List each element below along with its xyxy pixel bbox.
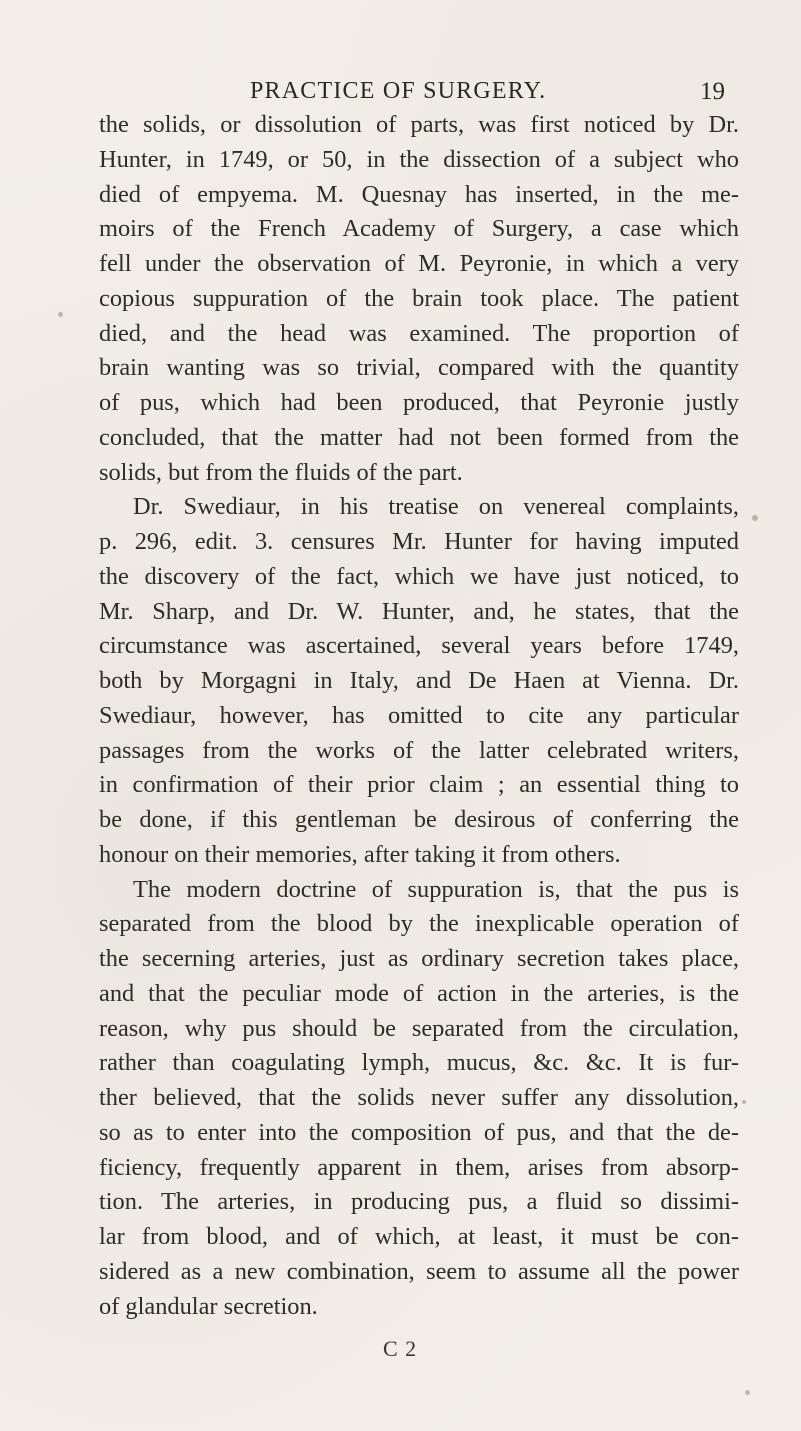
text-line: be done, if this gentleman be desirous of conferring the bbox=[99, 806, 739, 833]
text-line: died, and the head was examined. The proportion of bbox=[99, 319, 739, 347]
text-line: so as to enter into the composition of pus, and that the de- bbox=[99, 1118, 739, 1146]
text-line: moirs of the French Academy of Surgery, a case which bbox=[99, 215, 739, 243]
paper-speck bbox=[745, 1390, 750, 1395]
text-line: reason, why pus should be separated from the circulation, bbox=[99, 1014, 739, 1042]
text-line: passages from the works of the latter celebrated writers, bbox=[99, 736, 739, 764]
text-line: of pus, which had been produced, that Peyronie justly bbox=[99, 389, 739, 416]
text-line: solids, but from the fluids of the part. bbox=[99, 458, 463, 486]
text-line: in confirmation of their prior claim ; an essential thing to bbox=[99, 771, 739, 799]
text-line: Hunter, in 1749, or 50, in the dissection of a subject who bbox=[99, 145, 739, 173]
text-line: tion. The arteries, in producing pus, a fluid so dissimi- bbox=[99, 1188, 739, 1216]
text-line: separated from the blood by the inexplicable operation of bbox=[99, 910, 739, 938]
text-line: concluded, that the matter had not been formed from the bbox=[99, 423, 739, 451]
text-line: ficiency, frequently apparent in them, arises from absorp- bbox=[99, 1153, 739, 1181]
text-line: fell under the observation of M. Peyronie, in which a very bbox=[99, 250, 739, 277]
paper-speck bbox=[58, 312, 63, 317]
text-line: and that the peculiar mode of action in the arteries, is the bbox=[99, 979, 739, 1007]
text-line: honour on their memories, after taking it from others. bbox=[99, 840, 621, 868]
page-number: 19 bbox=[700, 78, 725, 105]
signature-mark: C 2 bbox=[383, 1336, 418, 1361]
text-line: copious suppuration of the brain took place. The patient bbox=[99, 284, 739, 312]
text-line: Swediaur, however, has omitted to cite any particular bbox=[99, 701, 739, 729]
text-line: sidered as a new combination, seem to assume all the power bbox=[99, 1257, 739, 1285]
text-line: circumstance was ascertained, several years before 1749, bbox=[99, 632, 739, 660]
text-line: p. 296, edit. 3. censures Mr. Hunter for having imputed bbox=[99, 528, 739, 555]
text-line: both by Morgagni in Italy, and De Haen at Vienna. Dr. bbox=[99, 667, 739, 694]
paper-speck bbox=[742, 1100, 746, 1104]
text-line: brain wanting was so trivial, compared with the quantity bbox=[99, 354, 739, 382]
running-title: PRACTICE OF SURGERY. bbox=[250, 78, 547, 104]
text-line: died of empyema. M. Quesnay has inserted, in the me- bbox=[99, 180, 739, 208]
body-text bbox=[99, 108, 739, 1324]
text-line: of glandular secretion. bbox=[99, 1292, 318, 1320]
paper-speck bbox=[752, 515, 758, 521]
text-line: the secerning arteries, just as ordinary secretion takes place, bbox=[99, 945, 739, 972]
text-line: Dr. Swediaur, in his treatise on venereal complaints, bbox=[133, 493, 739, 521]
text-line: ther believed, that the solids never suffer any dissolution, bbox=[99, 1084, 739, 1111]
text-line: rather than coagulating lymph, mucus, &c. &c. It is fur- bbox=[99, 1049, 739, 1077]
text-line: the solids, or dissolution of parts, was first noticed by Dr. bbox=[99, 111, 739, 138]
text-line: the discovery of the fact, which we have just noticed, to bbox=[99, 562, 739, 590]
text-line: lar from blood, and of which, at least, it must be con- bbox=[99, 1223, 739, 1250]
text-line: Mr. Sharp, and Dr. W. Hunter, and, he states, that the bbox=[99, 597, 739, 625]
text-line: The modern doctrine of suppuration is, that the pus is bbox=[133, 875, 739, 903]
